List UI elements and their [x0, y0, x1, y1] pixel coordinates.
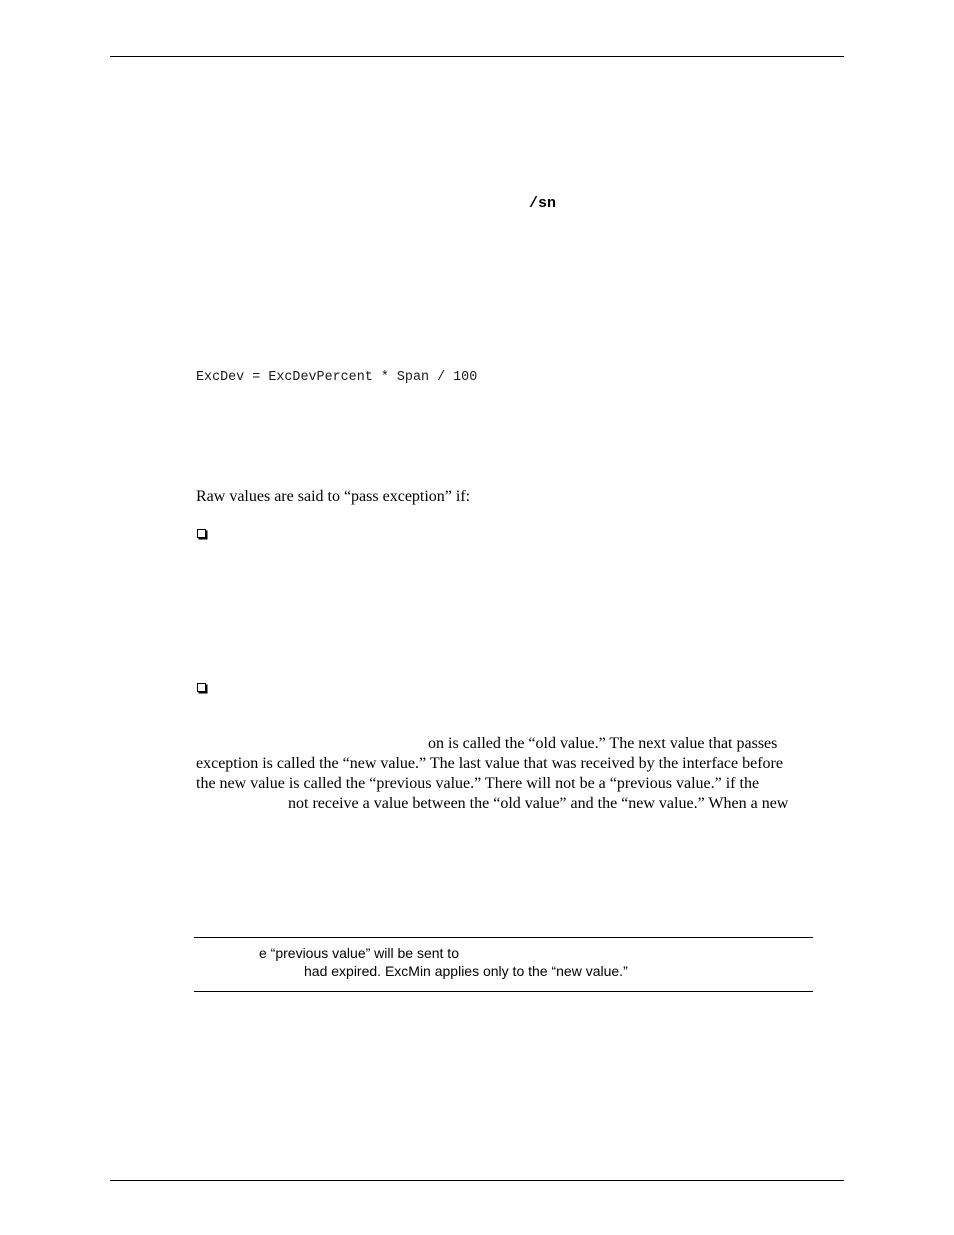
note-bottom-rule	[194, 991, 813, 992]
exception-deviation-formula: ExcDev = ExcDevPercent * Span / 100	[196, 370, 478, 385]
command-switch-text: /sn	[529, 195, 557, 212]
note-top-rule	[194, 937, 813, 938]
checkbox-bullet-icon	[197, 529, 206, 538]
footer-rule	[110, 1180, 844, 1181]
checkbox-bullet-icon	[197, 683, 206, 692]
note-line: e “previous value” will be sent to	[259, 945, 459, 961]
paragraph-line: on is called the “old value.” The next value that passes	[428, 735, 778, 752]
paragraph-line: exception is called the “new value.” The last value that was received by the interface before	[196, 755, 783, 772]
pass-exception-intro: Raw values are said to “pass exception” if:	[196, 488, 471, 505]
paragraph-line: the new value is called the “previous value.” There will not be a “previous value.” if the	[196, 775, 760, 792]
header-rule	[110, 56, 844, 57]
paragraph-line: not receive a value between the “old value” and the “new value.” When a new	[288, 795, 789, 812]
note-line: had expired. ExcMin applies only to the “new value.”	[304, 963, 628, 979]
